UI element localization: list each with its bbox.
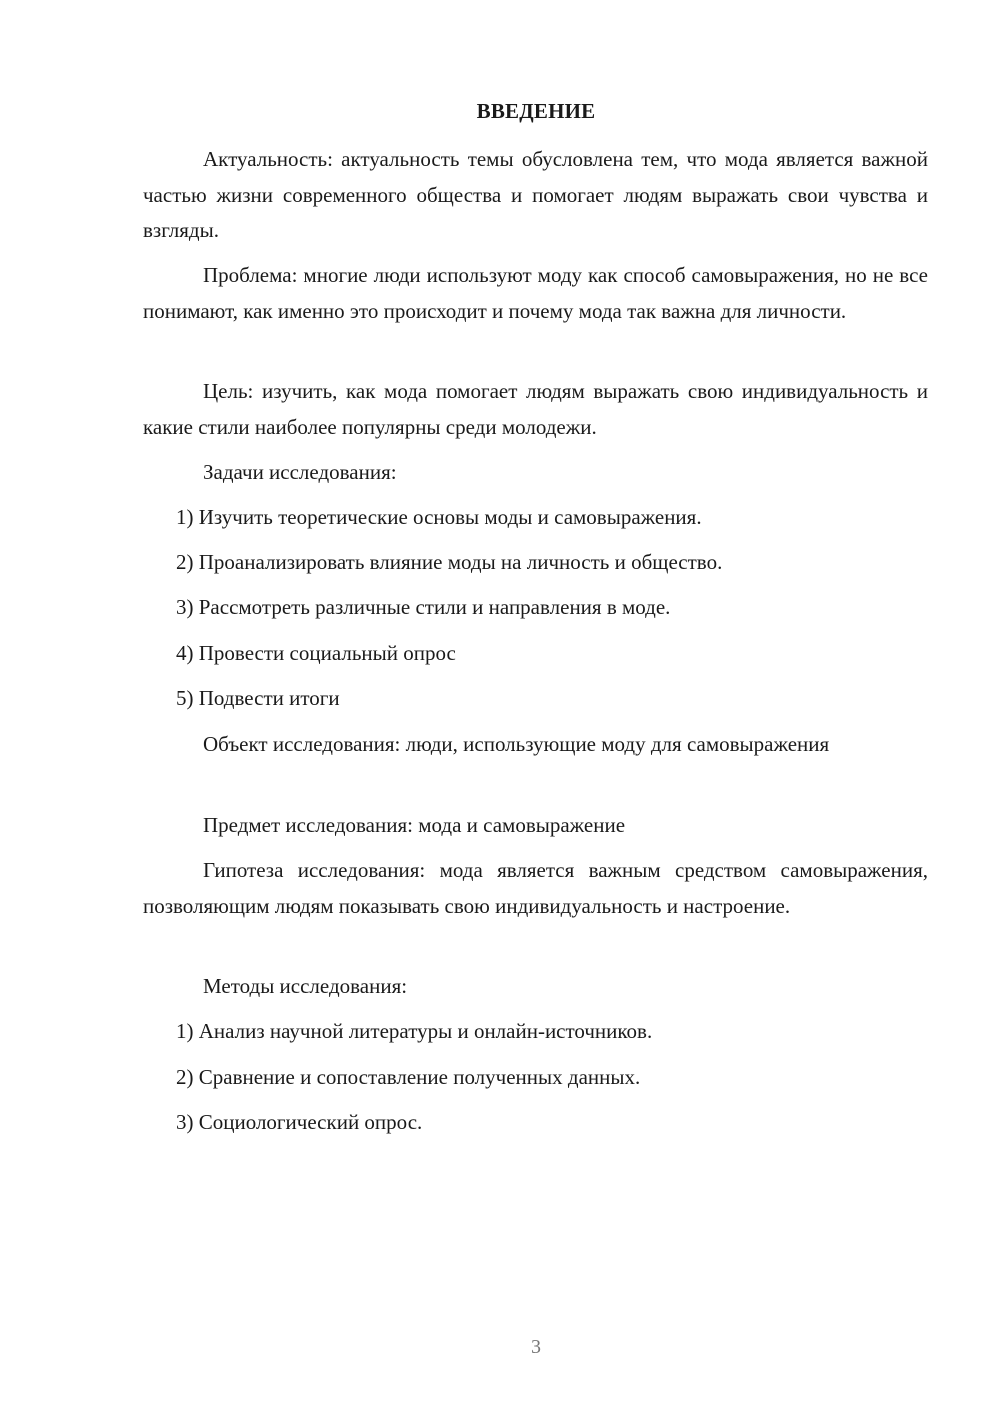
list-item-task-4: 4) Провести социальный опрос (176, 641, 456, 665)
paragraph-hypothesis: Гипотеза исследования: мода является важным средством самовыражения, позволяющим людям показывать свою индивидуальность и настроение. (143, 858, 928, 918)
list-item-task-2: 2) Проанализировать влияние моды на личность и общество. (176, 550, 723, 574)
section-title: ВВЕДЕНИЕ (476, 99, 596, 123)
list-item-method-1: 1) Анализ научной литературы и онлайн-источников. (176, 1019, 653, 1043)
paragraph-object: Объект исследования: люди, использующие моду для самовыражения (203, 732, 830, 756)
paragraph-subject: Предмет исследования: мода и самовыражение (203, 813, 626, 837)
list-item-task-3: 3) Рассмотреть различные стили и направления в моде. (176, 595, 671, 619)
list-item-method-3: 3) Социологический опрос. (176, 1110, 423, 1134)
paragraph-problem: Проблема: многие люди используют моду как способ самовыражения, но не все понимают, как именно это происходит и почему мода так важна для личности. (143, 263, 928, 323)
list-item-method-2: 2) Сравнение и сопоставление полученных данных. (176, 1065, 641, 1089)
paragraph-goal: Цель: изучить, как мода помогает людям выражать свою индивидуальность и какие стили наиболее популярны среди молодежи. (143, 379, 928, 439)
tasks-heading: Задачи исследования: (203, 460, 397, 484)
page-number: 3 (531, 1336, 541, 1358)
paragraph-relevance: Актуальность: актуальность темы обусловлена тем, что мода является важной частью жизни современного общества и помогает людям выражать свои чувства и взгляды. (143, 147, 928, 242)
list-item-task-1: 1) Изучить теоретические основы моды и самовыражения. (176, 505, 702, 529)
methods-heading: Методы исследования: (203, 974, 408, 998)
list-item-task-5: 5) Подвести итоги (176, 686, 340, 710)
